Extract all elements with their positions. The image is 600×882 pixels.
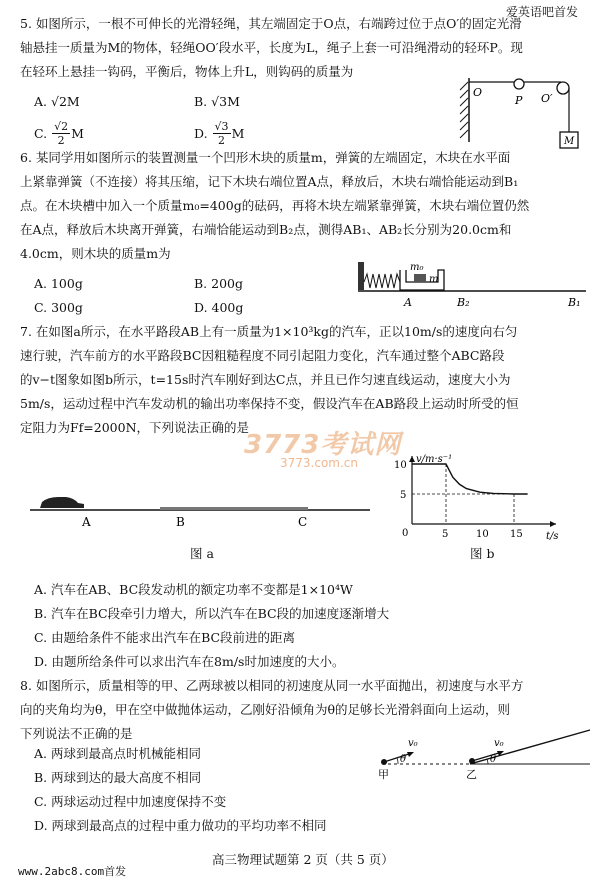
header-corner-mark: 爱英语吧首发: [506, 5, 579, 19]
q8-line-3: 下列说法不正确的是: [20, 726, 133, 741]
q7-line-4: 5m/s，运动过程中汽车发动机的输出功率保持不变，假设汽车在AB路段上运动时所受的恒: [20, 396, 519, 411]
label-m0: m₀: [410, 262, 424, 273]
q7-line-1: 7. 在如图a所示，在水平路段AB上有一质量为1×10³kg的汽车，正以10m/s的速度向右匀: [20, 324, 518, 339]
figure-a-caption: 图 a: [190, 546, 214, 561]
y-axis-label: v/m·s⁻¹: [416, 454, 453, 465]
q6-option-a: A. 100g: [34, 276, 83, 291]
label-o-prime: O′: [541, 92, 553, 105]
q5-option-b: B. √3M: [194, 94, 240, 109]
q5-line-3: 在轻环上悬挂一钩码，平衡后，物体上升L，则钩码的质量为: [20, 64, 354, 79]
x-axis-label: t/s: [546, 531, 559, 542]
label-c: C: [298, 515, 308, 529]
label-v0-yi: v₀: [494, 738, 504, 749]
angle-arc-jia: [397, 758, 398, 764]
spring: [364, 274, 400, 288]
x-tick-5: 5: [442, 529, 449, 540]
label-p: P: [515, 94, 523, 107]
q5-option-d: D. $\frac{√3}{2}$ M: [194, 120, 245, 147]
label-theta-jia: θ: [400, 754, 407, 765]
q8-projectile-incline-figure: [370, 726, 592, 784]
vt-curve: [412, 464, 528, 494]
label-b2: B₂: [457, 296, 470, 309]
q7-line-2: 速行驶，汽车前方的水平路段BC因粗糙程度不同引起阻力变化，汽车通过整个ABC路段: [20, 348, 505, 363]
q6-line-3: 点。在木块槽中加入一个质量m₀=400g的砝码，再将木块左端紧靠弹簧，木块右端位置仍然: [20, 198, 530, 213]
watermark-logo: 3773考试网: [244, 430, 402, 460]
q7-option-d: D. 由题所给条件可以求出汽车在8m/s时加速度的大小。: [34, 654, 345, 669]
q8-line-1: 8. 如图所示，质量相等的甲、乙两球被以相同的初速度从同一水平面抛出，初速度与水平方: [20, 678, 524, 693]
label-theta-yi: θ: [490, 754, 497, 765]
x-tick-10: 10: [476, 529, 489, 540]
weight-m0: [414, 274, 426, 282]
q5-rope-ring-figure: [455, 76, 590, 156]
pulley-o-prime: [557, 82, 569, 94]
incline-surface: [470, 730, 590, 764]
footer-page-number: 高三物理试题第 2 页（共 5 页）: [212, 852, 394, 867]
label-b1: B₁: [568, 296, 581, 309]
q7-line-5: 定阻力为Ff=2000N，下列说法正确的是: [20, 420, 250, 435]
q8-option-d: D. 两球到最高点的过程中重力做功的平均功率不相同: [34, 818, 327, 833]
label-o: O: [473, 86, 483, 99]
q6-spring-block-figure: [356, 256, 588, 312]
q7-figure-a-road: [30, 486, 370, 542]
rough-section-bc: [160, 507, 308, 510]
x-axis-arrow: [550, 521, 556, 527]
q6-line-4: 在A点，释放后木块离开弹簧，右端恰能运动到B₂点，测得AB₁、AB₂长分别为20.0cm和: [20, 222, 512, 237]
label-jia: 甲: [378, 768, 389, 781]
q5-option-a: A. √2M: [34, 94, 80, 109]
q7-line-3: 的v−t图象如图b所示，t=15s时汽车刚好到达C点，并且已作匀速直线运动，速度大小为: [20, 372, 511, 387]
car-icon: [40, 497, 84, 508]
velocity-arrowhead-jia: [407, 752, 414, 757]
label-m: M: [564, 136, 575, 147]
ring-p: [514, 79, 524, 89]
q8-option-b: B. 两球到达的最大高度不相同: [34, 770, 202, 785]
q5-option-c: C. $\frac{√2}{2}$ M: [34, 120, 84, 147]
q6-line-2: 上紧靠弹簧（不连接）将其压缩，记下木块右端位置A点，释放后，木块右端恰能运动到B₁: [20, 174, 519, 189]
label-b: B: [176, 515, 185, 529]
origin-label: 0: [402, 528, 409, 539]
x-tick-15: 15: [510, 529, 523, 540]
y-axis-arrow: [409, 456, 415, 462]
label-m: m: [429, 274, 439, 285]
q7-figure-b-vt-graph: [392, 452, 564, 544]
q6-line-5: 4.0cm，则木块的质量m为: [20, 246, 171, 261]
q6-option-b: B. 200g: [194, 276, 243, 291]
figure-b-caption: 图 b: [470, 546, 495, 561]
q8-line-2: 向的夹角均为θ，甲在空中做抛体运动，乙刚好沿倾角为θ的足够长光滑斜面向上运动，则: [20, 702, 511, 717]
watermark-url: 3773.com.cn: [280, 456, 358, 470]
label-yi: 乙: [466, 768, 477, 781]
y-tick-10: 10: [394, 460, 407, 471]
q6-line-1: 6. 某同学用如图所示的装置测量一个凹形木块的质量m，弹簧的左端固定，木块在水平面: [20, 150, 511, 165]
q8-option-a: A. 两球到最高点时机械能相同: [34, 746, 201, 761]
fixed-wall: [358, 262, 364, 290]
q8-option-c: C. 两球运动过程中加速度保持不变: [34, 794, 227, 809]
q7-option-a: A. 汽车在AB、BC段发动机的额定功率不变都是1×10⁴W: [34, 582, 353, 597]
q5-line-1: 5. 如图所示，一根不可伸长的光滑轻绳，其左端固定于O点，右端跨过位于点O′的固定光滑: [20, 16, 522, 31]
q5-line-2: 轴悬挂一质量为M的物体，轻绳OO′段水平，长度为L，绳子上套一可沿绳滑动的轻环P。现: [20, 40, 523, 55]
label-v0-jia: v₀: [408, 738, 418, 749]
q7-option-c: C. 由题给条件不能求出汽车在BC段前进的距离: [34, 630, 296, 645]
angle-arc-yi: [487, 759, 488, 764]
q6-option-c: C. 300g: [34, 300, 83, 315]
q7-option-b: B. 汽车在BC段牵引力增大，所以汽车在BC段的加速度逐渐增大: [34, 606, 390, 621]
label-a: A: [404, 296, 412, 309]
label-a: A: [82, 515, 91, 529]
q6-option-d: D. 400g: [194, 300, 244, 315]
footer-site: www.2abc8.com首发: [18, 865, 127, 878]
y-tick-5: 5: [400, 490, 407, 501]
wall-hatch: [460, 78, 469, 142]
